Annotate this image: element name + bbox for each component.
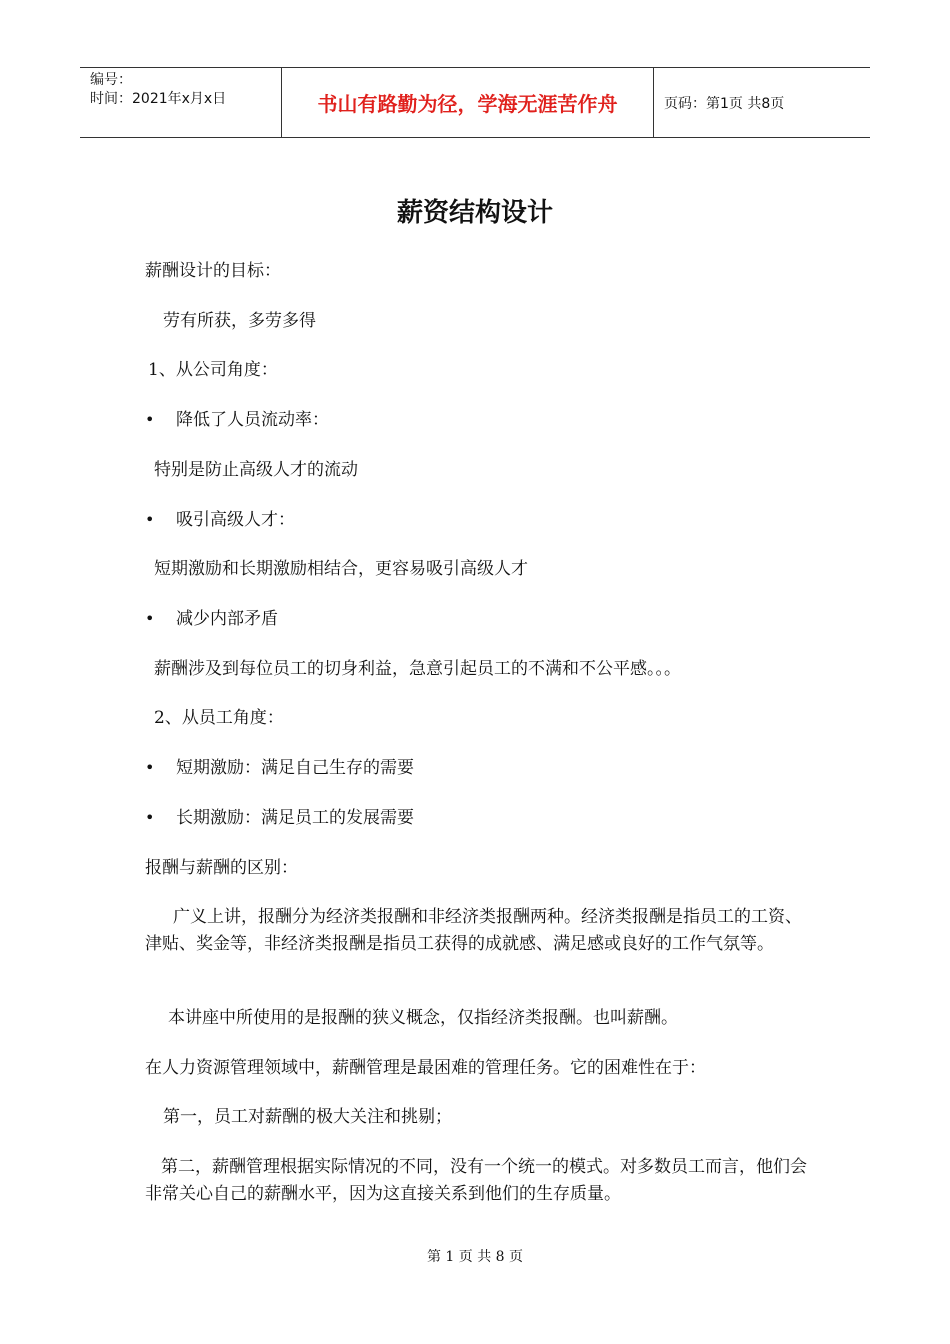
bullet-dot: • [145, 609, 155, 628]
bullet-dot: • [145, 808, 155, 827]
text-line: 薪酬涉及到每位员工的切身利益，急意引起员工的不满和不公平感。。。 [154, 659, 681, 679]
text-line: 2、从员工角度： [154, 708, 284, 728]
header-time-label: 时间：2021年x月x日 [90, 91, 227, 107]
paragraph: 广义上讲，报酬分为经济类报酬和非经济类报酬两种。经济类报酬是指员工的工资、津贴、奖金等，非经济类报酬是指员工获得的成就感、满足感或良好的工作气氛等。 [145, 907, 802, 954]
bullet-dot: • [145, 510, 155, 529]
page-footer: 第 1 页 共 8 页 [426, 1249, 524, 1265]
text-line: 短期激励和长期激励相结合，更容易吸引高级人才 [154, 559, 528, 579]
bullet-dot: • [145, 410, 155, 429]
text-line: 特别是防止高级人才的流动 [154, 460, 358, 480]
header-page-info: 页码：第1页 共8页 [664, 95, 785, 112]
text-line: 在人力资源管理领域中，薪酬管理是最困难的管理任务。它的困难性在于： [145, 1058, 706, 1078]
bullet-item: 减少内部矛盾 [176, 609, 278, 629]
bullet-item: 吸引高级人才： [176, 510, 295, 530]
header-number-label: 编号： [90, 72, 132, 88]
bullet-dot: • [145, 758, 155, 777]
bullet-item: 降低了人员流动率： [176, 410, 329, 430]
text-line: 薪酬设计的目标： [145, 261, 281, 281]
section-heading: 报酬与薪酬的区别： [145, 858, 298, 878]
header-motto: 书山有路勤为径，学海无涯苦作舟 [282, 68, 654, 137]
header-meta [80, 68, 282, 137]
document-title: 薪资结构设计 [396, 198, 553, 228]
paragraph: 第二，薪酬管理根据实际情况的不同，没有一个统一的模式。对多数员工而言，他们会非常关心自己的薪酬水平，因为这直接关系到他们的生存质量。 [145, 1157, 807, 1204]
bullet-item: 短期激励：满足自己生存的需要 [176, 758, 414, 778]
text-line: 本讲座中所使用的是报酬的狭义概念，仅指经济类报酬。也叫薪酬。 [168, 1008, 678, 1028]
text-line: 1、从公司角度： [148, 360, 278, 380]
page-header [80, 67, 870, 138]
text-line: 劳有所获，多劳多得 [163, 311, 316, 331]
bullet-item: 长期激励：满足员工的发展需要 [176, 808, 414, 828]
text-line: 第一，员工对薪酬的极大关注和挑剔； [163, 1107, 452, 1127]
